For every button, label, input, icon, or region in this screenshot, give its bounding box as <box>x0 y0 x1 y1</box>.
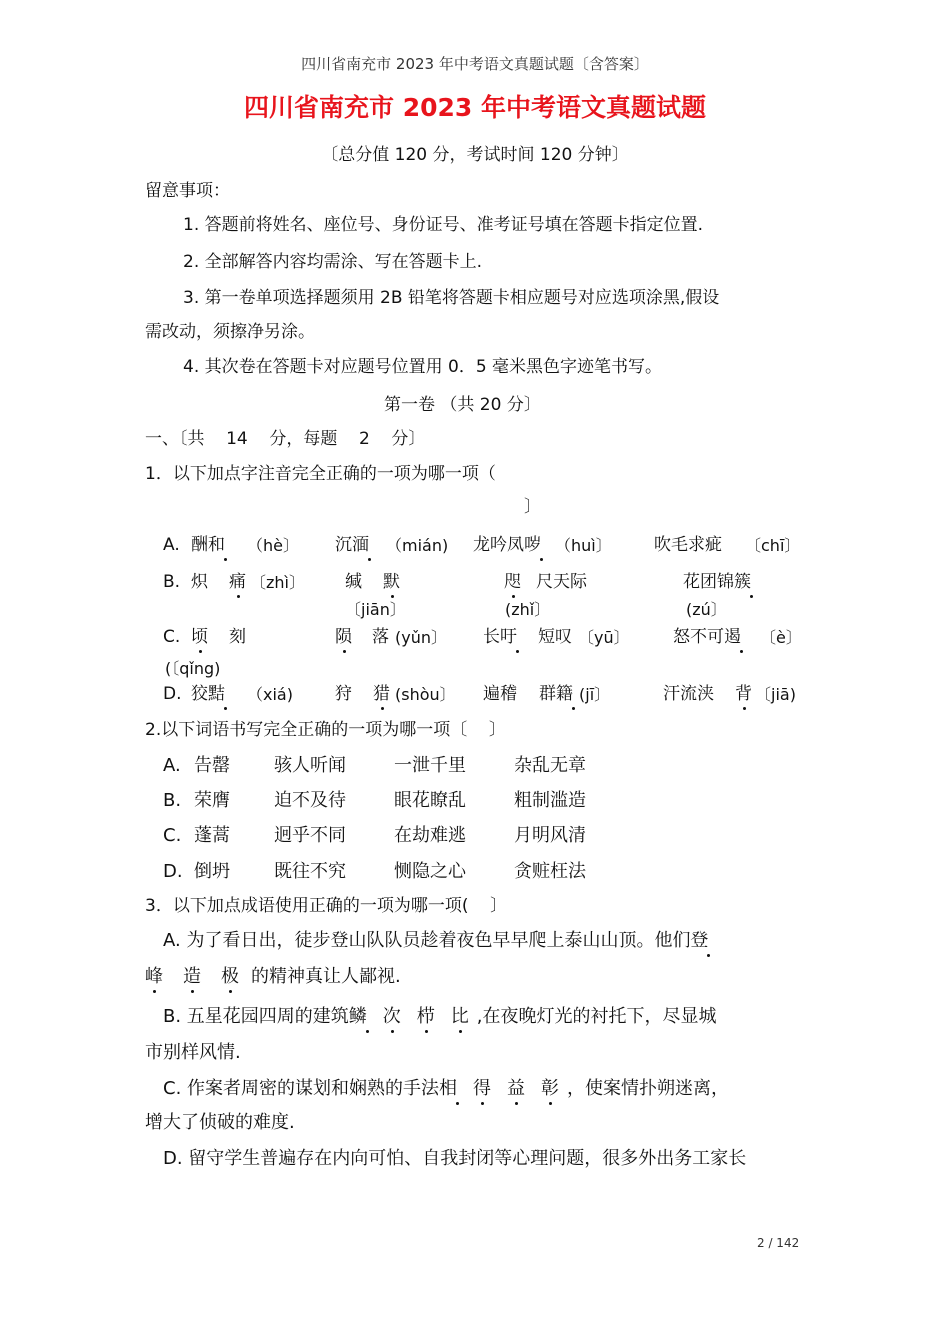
q1-b-pinyin-3: (zhǐ〕 <box>505 600 551 619</box>
q1-close-bracket: 〕 <box>524 497 541 517</box>
q2-c-word-3: 在劫难逃 <box>394 825 466 846</box>
q3-c-idiom-char-3: 益 <box>507 1078 526 1099</box>
note-3: 3. 第一卷单项选择题须用 2B 铅笔将答题卡相应题号对应选项涂黑,假设 <box>183 288 720 308</box>
page-title: 四川省南充市 2023 年中考语文真题试题 <box>244 93 706 122</box>
q1-c-pinyin-2: (yǔn〕 <box>395 628 447 647</box>
q1-b-word-4 <box>683 573 751 593</box>
q1-c-word-3a <box>483 628 517 648</box>
q1-c-word-1a-text: 顷 <box>191 627 208 647</box>
q1-d-word-2b-text: 猎 <box>373 684 390 704</box>
q2-b-word-1: 荣膺 <box>194 790 230 811</box>
running-header: 四川省南充市 2023 年中考语文真题试题〔含答案〕 <box>301 55 649 73</box>
q1-a-word-3 <box>473 536 541 556</box>
notes-heading: 留意事项： <box>145 181 230 201</box>
q3-c-line-2: 增大了侦破的难度. <box>145 1112 295 1133</box>
q1-c-pinyin-1: (〔qǐng) <box>165 659 221 678</box>
q1-c-word-2a <box>335 628 352 648</box>
q1-c-word-4 <box>673 628 741 648</box>
q2-a-label: A. <box>163 755 181 776</box>
volume-heading: 第一卷 （共 20 分〕 <box>384 395 541 415</box>
q1-a-pinyin-4: 〔chī〕 <box>745 536 801 555</box>
q1-d-word-4b <box>735 685 752 705</box>
q2-d-word-3: 恻隐之心 <box>394 861 466 882</box>
q2-c-label: C. <box>163 825 182 846</box>
q2-b-label: B. <box>163 790 182 811</box>
q1-c-word-1a <box>191 628 208 648</box>
q1-d-pinyin-2: (shòu〕 <box>395 685 456 704</box>
q3-a-idiom-char-2: 造 <box>183 966 201 987</box>
q1-b-pinyin-2: 〔jiān〕 <box>345 600 406 619</box>
q1-d-word-2b <box>373 685 390 705</box>
q1-b-pinyin-4: (zú〕 <box>686 600 727 619</box>
q1-c-word-2b: 落 <box>372 627 389 647</box>
q1-c-word-2a-text: 陨 <box>335 627 352 647</box>
q1-a-word-1 <box>191 536 225 556</box>
q1-d-pinyin-4: 〔jiā) <box>755 685 796 704</box>
q1-a-label: A. <box>163 535 180 555</box>
q1-a-word-1-text: 酬和 <box>191 535 225 555</box>
note-1: 1. 答题前将姓名、座位号、身份证号、准考证号填在答题卡指定位置. <box>183 215 704 235</box>
q1-b-label: B. <box>163 572 181 592</box>
q1-a-word-2-text: 沉湎 <box>335 535 369 555</box>
q3-b-line-2: 市别样风情. <box>145 1042 241 1063</box>
q2-d-label: D. <box>163 861 183 882</box>
q2-d-word-4: 贪赃枉法 <box>514 861 586 882</box>
q3-c-line-1-start: C. 作案者周密的谋划和娴熟的手法相 <box>163 1078 458 1099</box>
q1-stem: 1．以下加点字注音完全正确的一项为哪一项（ <box>145 464 496 484</box>
q1-c-pinyin-3: 〔yū〕 <box>578 628 630 647</box>
q1-b-word-3a <box>504 573 521 593</box>
q1-d-pinyin-1: （xiá) <box>247 685 293 704</box>
note-2: 2. 全部解答内容均需涂、写在答题卡上. <box>183 252 483 272</box>
q1-b-word-2b <box>383 573 400 593</box>
page-number: 2 / 142 <box>757 1236 800 1250</box>
q1-a-pinyin-1: （hè〕 <box>247 536 299 555</box>
q2-d-word-1: 倒坍 <box>194 861 230 882</box>
q1-c-label: C. <box>163 627 181 647</box>
q1-c-word-3b: 短叹 <box>538 627 572 647</box>
q2-c-word-2: 迥乎不同 <box>274 825 346 846</box>
q1-d-word-1-text: 狡黠 <box>191 684 225 704</box>
q1-a-word-3-text: 龙吟凤哕 <box>473 535 541 555</box>
q1-c-word-1b: 刻 <box>229 627 246 647</box>
section-heading: 一、〔共 14 分，每题 2 分〕 <box>145 429 426 449</box>
q2-b-word-4: 粗制滥造 <box>514 790 586 811</box>
q3-c-idiom-char-4: 彰 <box>541 1078 560 1099</box>
q3-d-line-1: D. 留守学生普遍存在内向可怕、自我封闭等心理问题，很多外出务工家长 <box>163 1148 747 1169</box>
q3-a-line-1 <box>163 931 708 952</box>
q3-b-idiom-char-3: 栉 <box>416 1006 435 1027</box>
q1-b-word-4-text: 花团锦簇 <box>683 572 751 592</box>
exam-info: 〔总分值 120 分，考试时间 120 分钟〕 <box>321 145 629 165</box>
q2-b-word-2: 迫不及待 <box>274 790 346 811</box>
q1-b-word-3b: 尺天际 <box>536 572 587 592</box>
q3-b-line-1 <box>163 1007 717 1028</box>
q1-d-pinyin-3: (jī〕 <box>579 685 611 704</box>
q2-b-word-3: 眼花瞭乱 <box>394 790 466 811</box>
q1-a-word-4: 吹毛求疵 <box>654 535 722 555</box>
q3-b-line-1-start: B. 五星花园四周的建筑鳞 <box>163 1006 367 1027</box>
q1-d-word-2a: 狩 <box>335 684 352 704</box>
q2-c-word-1: 蓬蒿 <box>194 825 230 846</box>
q1-a-word-2 <box>335 536 369 556</box>
q1-c-word-3a-text: 长吁 <box>483 627 517 647</box>
q1-b-word-2b-text: 默 <box>383 572 400 592</box>
q1-b-word-1a: 炽 <box>191 572 208 592</box>
q1-d-word-3b-text: 群籍 <box>539 684 573 704</box>
q1-b-word-1b-text: 痛 <box>229 572 246 592</box>
q1-d-word-4a: 汗流浃 <box>663 684 714 704</box>
q3-a-idiom-char-3: 极 <box>221 966 239 987</box>
q1-c-pinyin-4: 〔è〕 <box>760 628 802 647</box>
q3-c-line-1-rest: ，使案情扑朔迷离， <box>567 1078 730 1099</box>
q2-d-word-2: 既往不究 <box>274 861 346 882</box>
q3-b-idiom-char-4: 比 <box>450 1006 469 1027</box>
note-3-cont: 需改动，须擦净另涂。 <box>145 322 315 342</box>
q3-a-idiom-char-1: 峰 <box>145 966 163 987</box>
q3-a-line-2-rest: 的精神真让人鄙视. <box>251 966 401 987</box>
q3-stem: 3．以下加点成语使用正确的一项为哪一项( 〕 <box>145 896 508 916</box>
q3-b-idiom-char-2: 次 <box>382 1006 401 1027</box>
q1-d-label: D. <box>163 684 182 704</box>
q3-c-line-1 <box>163 1079 729 1100</box>
q1-d-word-1 <box>191 685 225 705</box>
q3-b-line-1-rest: ,在夜晚灯光的衬托下，尽显城 <box>476 1006 717 1027</box>
q2-a-word-3: 一泄千里 <box>394 755 466 776</box>
q3-a-line-1-text: A. 为了看日出，徒步登山队队员趁着夜色早早爬上泰山山顶。他们登 <box>163 930 709 951</box>
q2-c-word-4: 月明风清 <box>514 825 586 846</box>
q1-d-word-3a: 遍稽 <box>483 684 517 704</box>
q1-b-word-1b <box>229 573 246 593</box>
q1-d-word-3b <box>539 685 573 705</box>
q1-b-word-2a: 缄 <box>345 572 362 592</box>
q1-a-pinyin-3: （huì〕 <box>555 536 612 555</box>
q1-c-word-4-text: 怒不可遏 <box>673 627 741 647</box>
q1-a-pinyin-2: （mián) <box>386 536 449 555</box>
q3-a-line-2 <box>145 967 401 988</box>
q1-d-word-4b-text: 背 <box>735 684 752 704</box>
q2-stem: 2.以下词语书写完全正确的一项为哪一项〔 〕 <box>145 720 506 740</box>
note-4: 4. 其次卷在答题卡对应题号位置用 0．5 毫米黑色字迹笔书写。 <box>183 357 663 377</box>
q2-a-word-4: 杂乱无章 <box>514 755 586 776</box>
q1-b-word-3a-text: 咫 <box>504 572 521 592</box>
q3-c-idiom-char-2: 得 <box>473 1078 492 1099</box>
q2-a-word-1: 告罄 <box>194 755 230 776</box>
q2-a-word-2: 骇人听闻 <box>274 755 346 776</box>
q1-b-pinyin-1: 〔zhì〕 <box>250 573 305 592</box>
